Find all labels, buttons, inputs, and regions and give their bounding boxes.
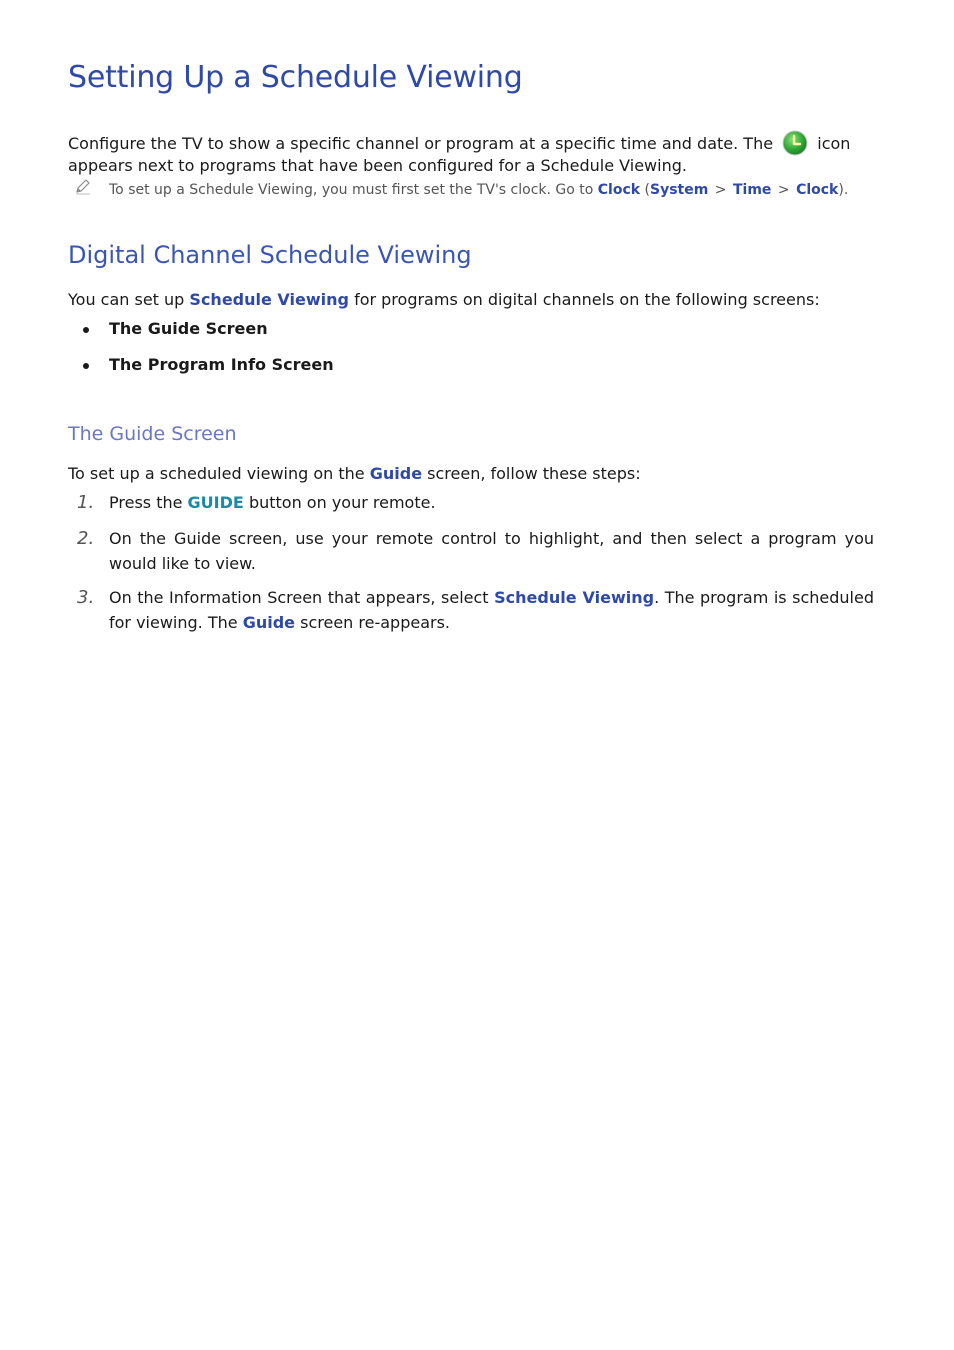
- guide-link: Guide: [242, 613, 296, 632]
- note-path-system: System: [650, 182, 709, 198]
- bullet-icon: [83, 363, 89, 369]
- list-item-label: The Guide Screen: [109, 319, 268, 338]
- intro-text-after: icon appears next to programs that have been configured for a Schedule Viewing.: [68, 134, 851, 175]
- subsection-heading: The Guide Screen: [68, 423, 237, 445]
- step-prefix: On the Information Screen that appears, select: [109, 588, 489, 607]
- section-intro-prefix: You can set up: [68, 290, 185, 309]
- step-mid: . The program is scheduled for viewing. The: [109, 588, 874, 632]
- note-separator: >: [777, 182, 790, 198]
- note-menu-clock: Clock: [597, 182, 641, 198]
- steps-list: [68, 490, 874, 635]
- intro-paragraph: [68, 130, 858, 176]
- step-suffix: button on your remote.: [248, 493, 436, 512]
- step-number: 1.: [77, 492, 95, 513]
- step-prefix: Press the: [109, 493, 183, 512]
- note-close: ).: [838, 182, 849, 198]
- step-item: [68, 490, 874, 526]
- guide-link: Guide: [369, 464, 423, 483]
- note-text: [109, 180, 848, 200]
- note-path-clock: Clock: [796, 182, 839, 198]
- list-item-label: The Program Info Screen: [109, 355, 334, 374]
- steps-intro-suffix: screen, follow these steps:: [427, 464, 641, 483]
- pencil-icon: [74, 178, 92, 196]
- step-number: 2.: [77, 528, 95, 549]
- step-item: [68, 526, 874, 585]
- step-item: [68, 585, 874, 635]
- page-title: Setting Up a Schedule Viewing: [68, 60, 523, 95]
- section-intro-suffix: for programs on digital channels on the following screens:: [354, 290, 820, 309]
- step-number: 3.: [77, 587, 95, 608]
- note-body: To set up a Schedule Viewing, you must first set the TV's clock. Go to: [109, 182, 594, 198]
- step-body: On the Guide screen, use your remote control to highlight, and then select a program you would like to view.: [109, 529, 874, 573]
- intro-text-before: Configure the TV to show a specific channel or program at a specific time and date. The: [68, 134, 774, 153]
- note-separator: >: [714, 182, 727, 198]
- section-intro: [68, 290, 820, 310]
- section-heading: Digital Channel Schedule Viewing: [68, 241, 472, 269]
- schedule-viewing-link: Schedule Viewing: [189, 290, 349, 309]
- note-path-time: Time: [732, 182, 772, 198]
- guide-button-key: GUIDE: [187, 493, 244, 512]
- note-open-paren: (: [644, 182, 651, 198]
- steps-intro-prefix: To set up a scheduled viewing on the: [68, 464, 365, 483]
- step-suffix: screen re-appears.: [300, 613, 450, 632]
- clock-icon: [782, 130, 808, 156]
- step-body: [109, 490, 874, 515]
- step-body: [109, 585, 874, 635]
- schedule-viewing-link: Schedule Viewing: [494, 588, 655, 607]
- bullet-icon: [83, 327, 89, 333]
- steps-intro: [68, 464, 641, 484]
